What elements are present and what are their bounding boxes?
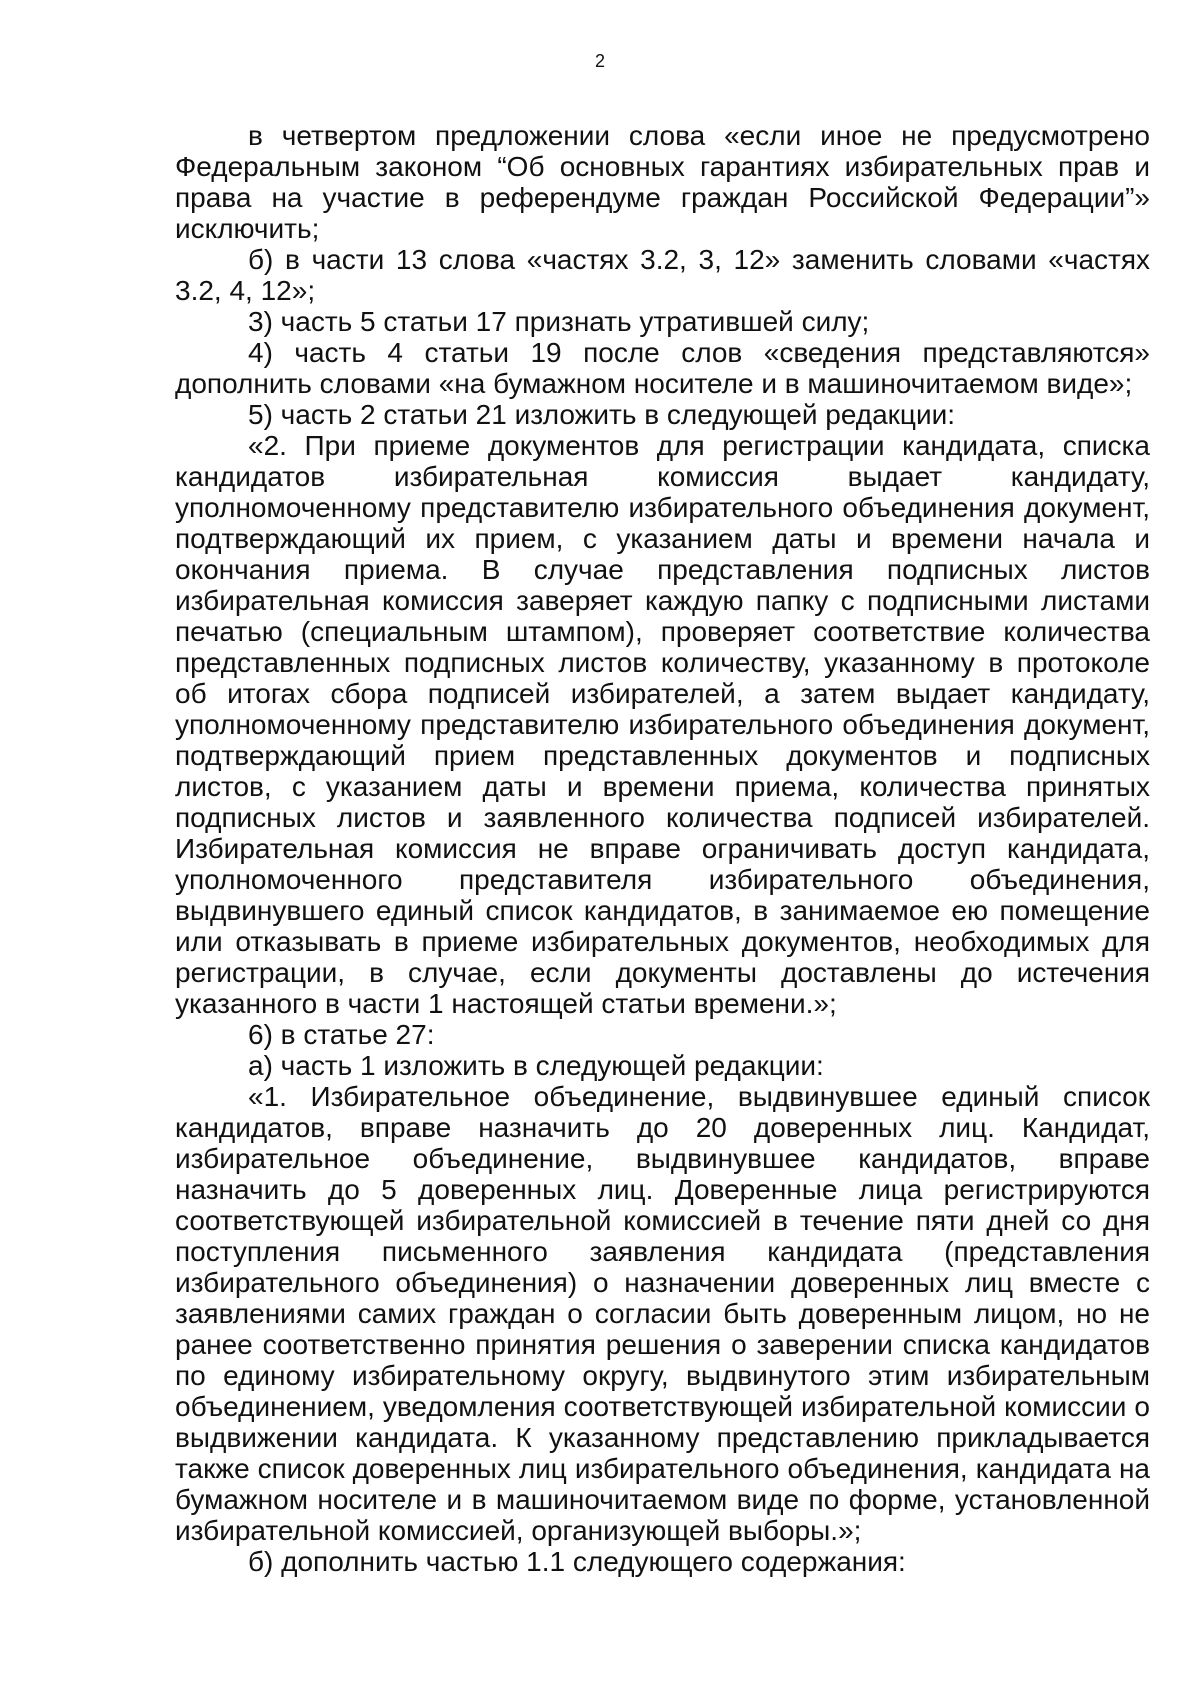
paragraph-7: 6) в статье 27: [248, 1019, 435, 1050]
paragraph-6: «2. При приеме документов для регистрации кандидата, списка кандидатов избирательная комиссия выдает кандидату, уполномоченному представителю избирательного объединения документ, подтверждающий их прием, с указанием даты и времени начала и окончания приема. В случае представления подписных листов избирательная комиссия заверяет каждую папку с подписными листами печатью (специальным штампом), проверяет соответствие количества представленных подписных листов количеству, указанному в протоколе об итогах сбора подписей избирателей, а затем выдает кандидату, уполномоченному представителю избирательного объединения документ, подтверждающий прием представленных документов и подписных листов, с указанием даты и времени приема, количества принятых подписных листов и заявленного количества подписей избирателей. Избирательная комиссия не вправе ограничивать доступ кандидата, уполномоченного представителя избирательного объединения, выдвинувшего единый список кандидатов, в занимаемое ею помещение или отказывать в приеме избирательных документов, необходимых для регистрации, в случае, если документы доставлены до истечения указанного в части 1 настоящей статьи времени.»; [175, 430, 1150, 1019]
paragraph-4: 4) часть 4 статьи 19 после слов «сведения представляются» дополнить словами «на бумажном носителе и в машиночитаемом виде»; [175, 337, 1150, 399]
paragraph-1: в четвертом предложении слова «если иное не предусмотрено Федеральным законом “Об основных гарантиях избирательных прав и права на участие в референдуме граждан Российской Федерации”» исключить; [175, 120, 1150, 244]
document-body [175, 120, 1150, 1577]
paragraph-10: б) дополнить частью 1.1 следующего содержания: [248, 1546, 906, 1577]
page-number: 2 [594, 51, 605, 71]
paragraph-8: а) часть 1 изложить в следующей редакции: [248, 1050, 824, 1081]
paragraph-5: 5) часть 2 статьи 21 изложить в следующей редакции: [248, 399, 956, 430]
paragraph-2: б) в части 13 слова «частях 3.2, 3, 12» заменить словами «частях 3.2, 4, 12»; [175, 244, 1150, 306]
paragraph-9: «1. Избирательное объединение, выдвинувшее единый список кандидатов, вправе назначить до 20 доверенных лиц. Кандидат, избирательное объединение, выдвинувшее кандидатов, вправе назначить до 5 доверенных лиц. Доверенные лица регистрируются соответствующей избирательной комиссией в течение пяти дней со дня поступления письменного заявления кандидата (представления избирательного объединения) о назначении доверенных лиц вместе с заявлениями самих граждан о согласии быть доверенным лицом, но не ранее соответственно принятия решения о заверении списка кандидатов по единому избирательному округу, выдвинутого этим избирательным объединением, уведомления соответствующей избирательной комиссии о выдвижении кандидата. К указанному представлению прикладывается также список доверенных лиц избирательного объединения, кандидата на бумажном носителе и в машиночитаемом виде по форме, установленной избирательной комиссией, организующей выборы.»; [175, 1081, 1150, 1546]
paragraph-3: 3) часть 5 статьи 17 признать утратившей силу; [248, 306, 870, 337]
